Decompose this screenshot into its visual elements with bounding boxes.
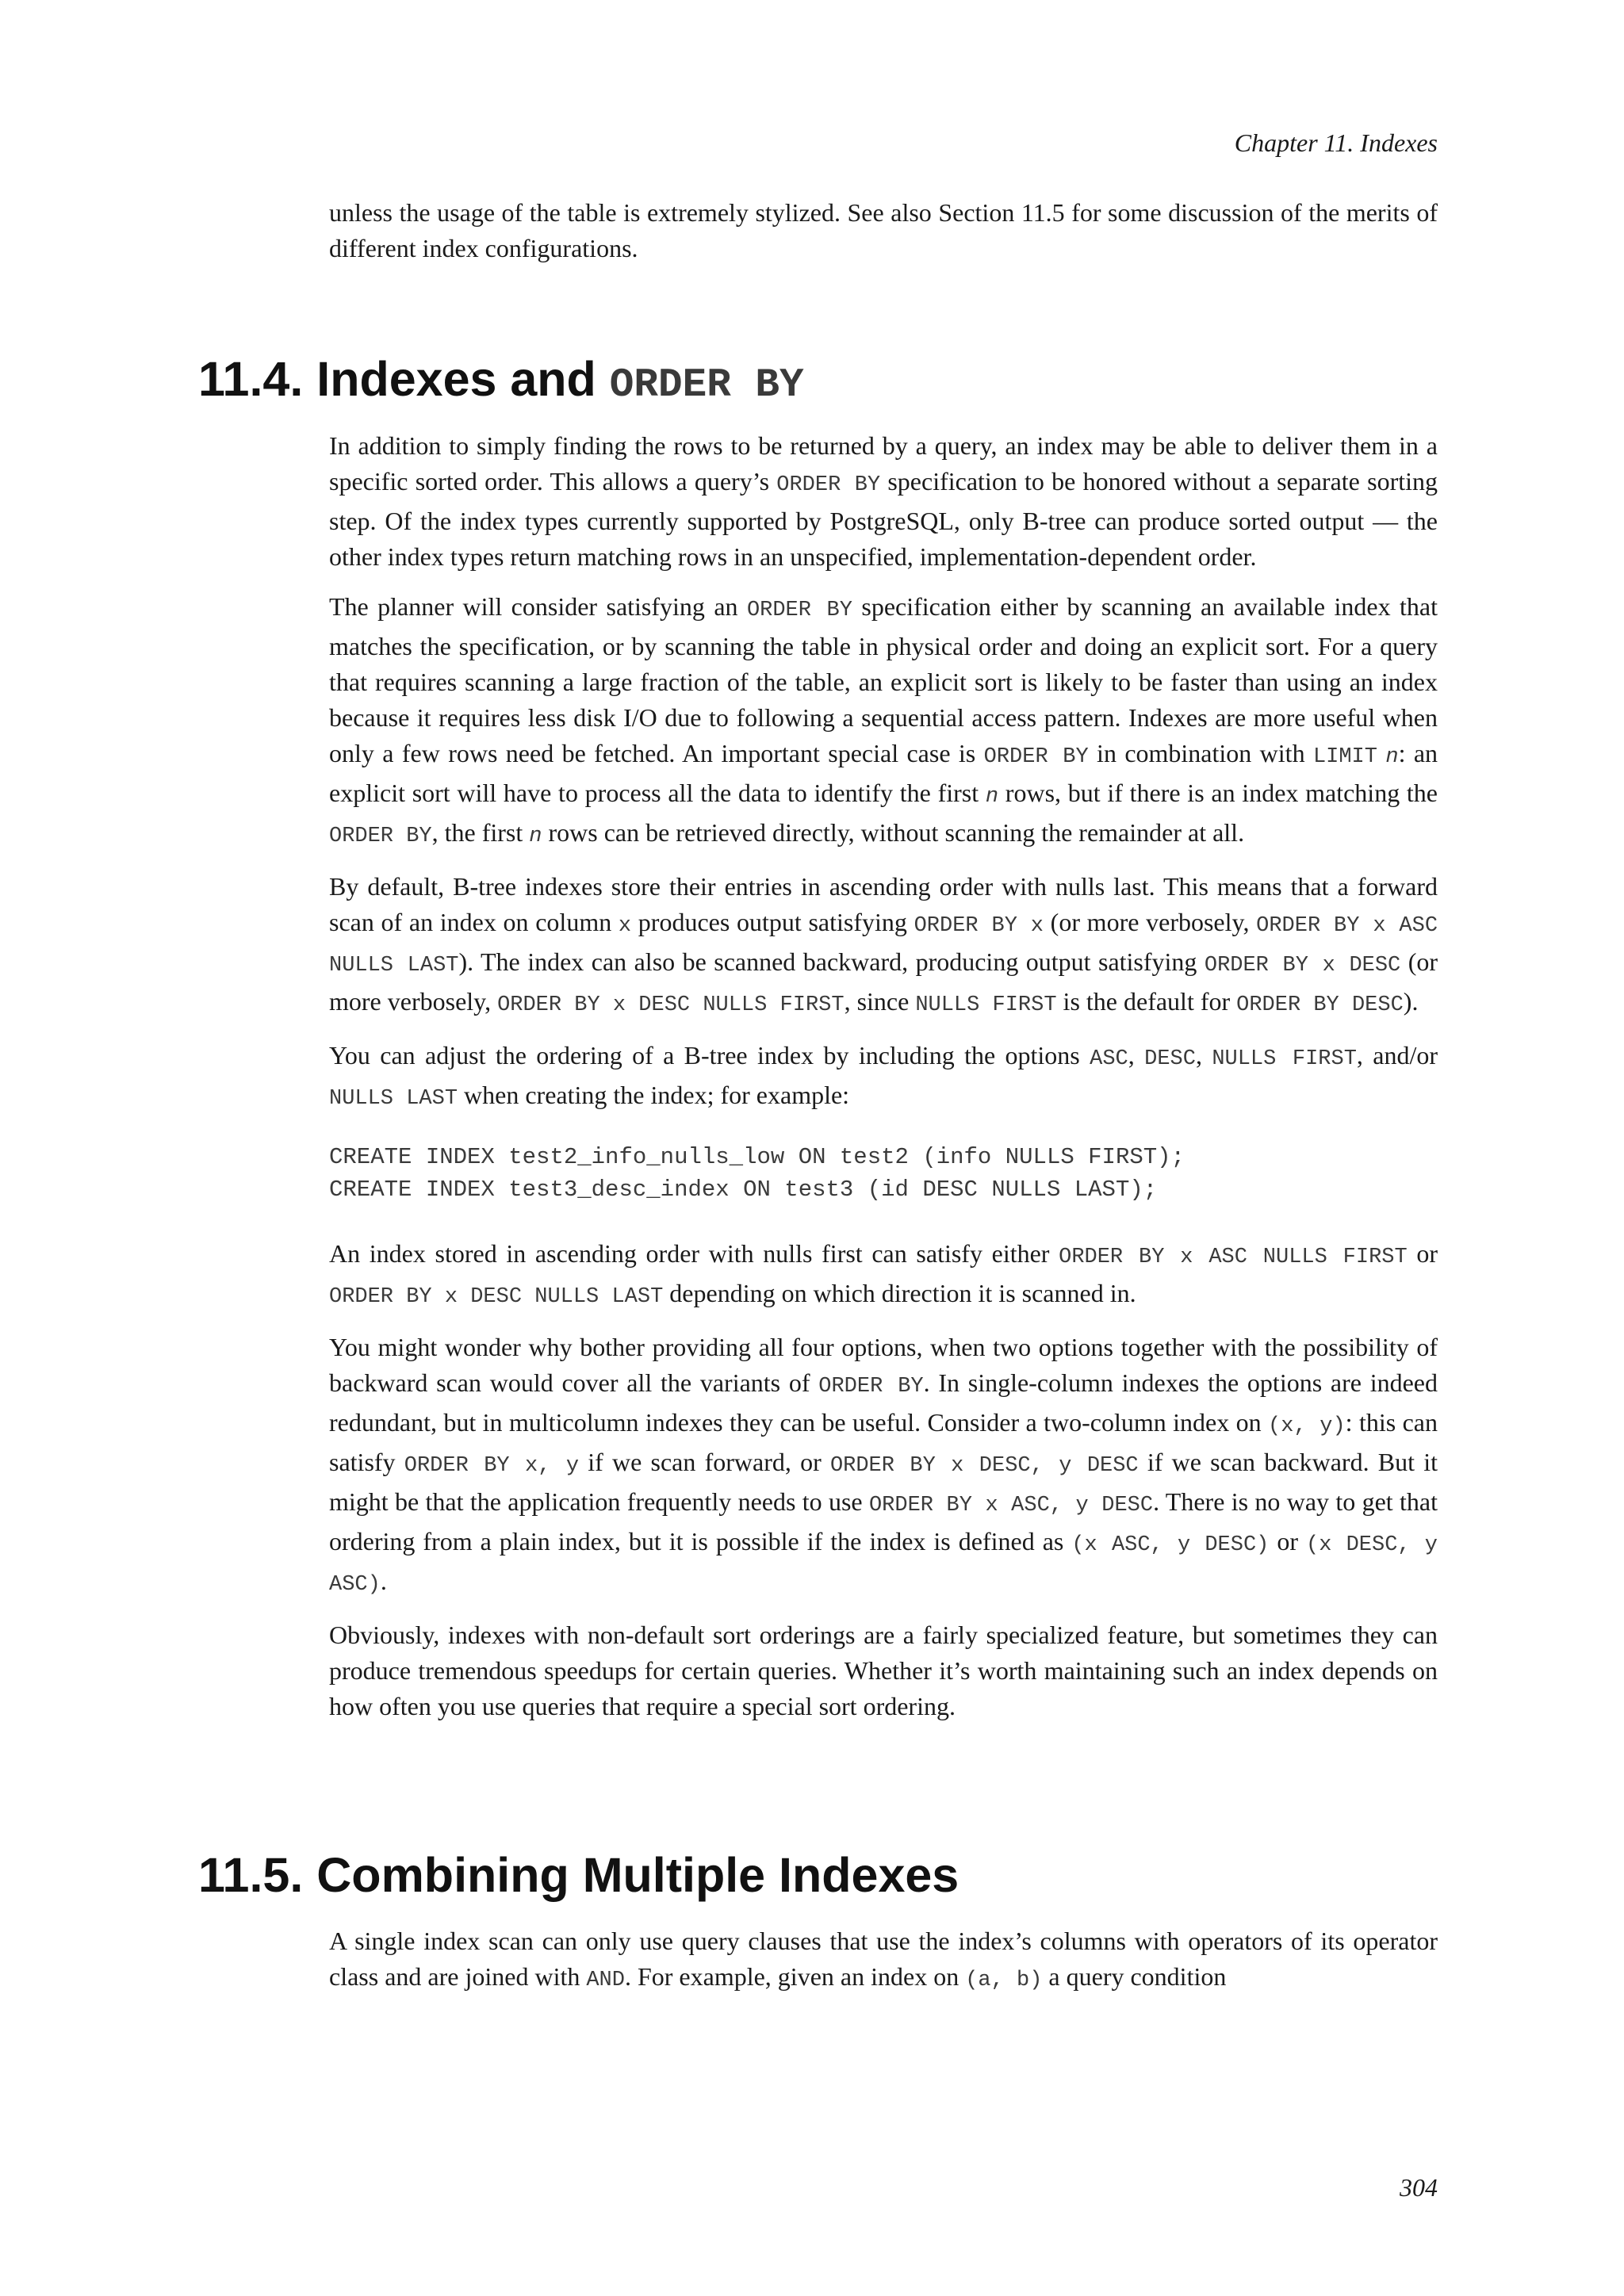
code-term: ORDER BY DESC	[1236, 993, 1404, 1017]
text-run: a query condition	[1042, 1962, 1227, 1991]
code-example	[329, 1141, 1438, 1206]
code-term: ORDER BY x	[914, 914, 1044, 938]
code-term: ASC	[1090, 1047, 1128, 1071]
text-run: in combination with	[1088, 739, 1313, 767]
text-run: if we scan forward, or	[579, 1448, 830, 1476]
section-11-4-body	[329, 428, 1438, 1739]
text-run: .	[380, 1567, 387, 1595]
code-term: ORDER BY	[818, 1375, 924, 1399]
text-run: An index stored in ascending order with nulls first can satisfy either	[329, 1239, 1059, 1268]
text-run: ,	[1128, 1041, 1145, 1070]
text-run: ). The index can also be scanned backward, producing output satisfying	[458, 947, 1205, 976]
paragraph-adjust-ordering	[329, 1038, 1438, 1117]
code-term: ORDER BY x DESC NULLS FIRST	[497, 993, 845, 1017]
heading-text: 11.4. Indexes and	[198, 352, 596, 406]
text-run: specification either by scanning an available index that matches the specification, or by scanning the table in physical order and doing an explicit sort. For a query that requires scanning a large fraction of the table, an explicit sort is likely to be faster than using an index because it requires less disk I/O due to following a sequential access pattern. Indexes are more useful when only a few rows need be fetched. An important special case is	[329, 592, 1438, 767]
text-run	[1377, 739, 1385, 767]
paragraph-nulls-first	[329, 1236, 1438, 1315]
text-run: . In single-column indexes the options are indeed redundant, but in multicolumn indexes they can be useful. Consider a two-column index on	[329, 1368, 1438, 1437]
section-heading-11-5: 11.5. Combining Multiple Indexes	[198, 1848, 959, 1902]
intro-paragraph	[329, 195, 1438, 266]
paragraph-planner	[329, 589, 1438, 855]
code-term: (x DESC, y ASC)	[329, 1533, 1438, 1597]
text-run: (or more verbosely,	[329, 947, 1438, 1016]
text-run: depending on which direction it is scanned in.	[663, 1279, 1136, 1307]
text-run: if we scan backward. But it might be that the application frequently needs to use	[329, 1448, 1438, 1516]
text-run: . There is no way to get that ordering from a plain index, but it is possible if the index is defined as	[329, 1487, 1438, 1556]
variable-term: n	[529, 825, 542, 848]
code-term: AND	[586, 1969, 625, 1992]
text-run: ,	[1195, 1041, 1212, 1070]
section-heading-11-4	[198, 349, 804, 416]
text-run: In addition to simply finding the rows to be returned by a query, an index may be able to deliver them in a specific sorted order. This allows a query’s	[329, 431, 1438, 496]
code-term: ORDER BY x DESC	[1204, 954, 1401, 978]
paragraph-four-options	[329, 1330, 1438, 1603]
text-run: (or more verbosely,	[1044, 908, 1257, 936]
text-run: . For example, given an index on	[624, 1962, 966, 1991]
text-run: specification to be honored without a separate sorting step. Of the index types currently supported by PostgreSQL, only B-tree can produce sorted output — the other index types return matching rows in an unspecified, implementation-dependent order.	[329, 467, 1438, 571]
code-term: (x ASC, y DESC)	[1071, 1533, 1270, 1557]
code-term: ORDER BY	[746, 599, 852, 622]
code-term: NULLS FIRST	[1212, 1047, 1357, 1071]
text-run: By default, B-tree indexes store their entries in ascending order with nulls last. This means that a forward scan of an index on column	[329, 872, 1438, 936]
text-run: ).	[1403, 987, 1419, 1016]
variable-term: n	[1385, 745, 1399, 769]
code-term: ORDER BY x, y	[404, 1454, 580, 1478]
text-run: , the first	[431, 818, 530, 847]
text-run: You can adjust the ordering of a B-tree index by including the options	[329, 1041, 1090, 1070]
text-run: The planner will consider satisfying an	[329, 592, 747, 621]
code-term: x	[618, 914, 632, 938]
text-run: when creating the index; for example:	[458, 1081, 850, 1109]
page-number: 304	[1400, 2173, 1438, 2202]
text-run: unless the usage of the table is extremely stylized. See also Section 11.5 for some discussion of the merits of different index configurations.	[329, 198, 1438, 262]
code-term: ORDER BY	[329, 825, 432, 848]
code-term: ORDER BY x ASC, y DESC	[868, 1494, 1154, 1517]
paragraph-sorted-order	[329, 428, 1438, 575]
text-run: produces output satisfying	[631, 908, 914, 936]
code-term: ORDER BY x DESC NULLS LAST	[329, 1285, 664, 1309]
section-11-5-body	[329, 1923, 1438, 2013]
code-term: DESC	[1144, 1047, 1196, 1071]
text-run: You might wonder why bother providing all four options, when two options together with the possibility of backward scan would cover all the variants of	[329, 1333, 1438, 1397]
code-line: CREATE INDEX test2_info_nulls_low ON test2 (info NULLS FIRST);	[329, 1144, 1185, 1170]
paragraph-obviously	[329, 1617, 1438, 1724]
text-run: , since	[844, 987, 916, 1016]
text-run: A single index scan can only use query clauses that use the index’s columns with operators of its operator class and are joined with	[329, 1927, 1438, 1991]
text-run: or	[1407, 1239, 1438, 1268]
code-line: CREATE INDEX test3_desc_index ON test3 (id DESC NULLS LAST);	[329, 1177, 1158, 1203]
code-term: ORDER BY	[776, 473, 881, 497]
code-term: NULLS FIRST	[915, 993, 1057, 1017]
paragraph-default-order	[329, 869, 1438, 1024]
text-run: is the default for	[1056, 987, 1237, 1016]
text-run: : this can satisfy	[329, 1408, 1438, 1476]
code-term: ORDER BY	[983, 745, 1089, 769]
code-term: ORDER BY x ASC NULLS FIRST	[1059, 1246, 1408, 1269]
heading-code: ORDER BY	[609, 363, 804, 408]
code-term: (x, y)	[1268, 1414, 1346, 1438]
code-term: (a, b)	[965, 1969, 1043, 1992]
text-run: : an explicit sort will have to process all the data to identify the first	[329, 739, 1438, 807]
text-run: or	[1269, 1527, 1306, 1556]
text-run: Obviously, indexes with non-default sort orderings are a fairly specialized feature, but sometimes they can produce tremendous speedups for certain queries. Whether it’s worth maintaining such an index depends on how often you use queries that require a special sort ordering.	[329, 1621, 1438, 1720]
text-run: rows, but if there is an index matching the	[998, 779, 1438, 807]
text-run: , and/or	[1356, 1041, 1438, 1070]
running-head-chapter: Chapter 11. Indexes	[1234, 128, 1438, 157]
code-term: LIMIT	[1312, 745, 1377, 769]
variable-term: n	[985, 785, 999, 809]
code-term: NULLS LAST	[329, 1087, 458, 1111]
intro-block	[329, 195, 1438, 281]
code-term: ORDER BY x DESC, y DESC	[829, 1454, 1139, 1478]
text-run: rows can be retrieved directly, without scanning the remainder at all.	[542, 818, 1245, 847]
paragraph-single-index-scan	[329, 1923, 1438, 1999]
code-term: ORDER BY x ASC NULLS LAST	[329, 914, 1438, 978]
